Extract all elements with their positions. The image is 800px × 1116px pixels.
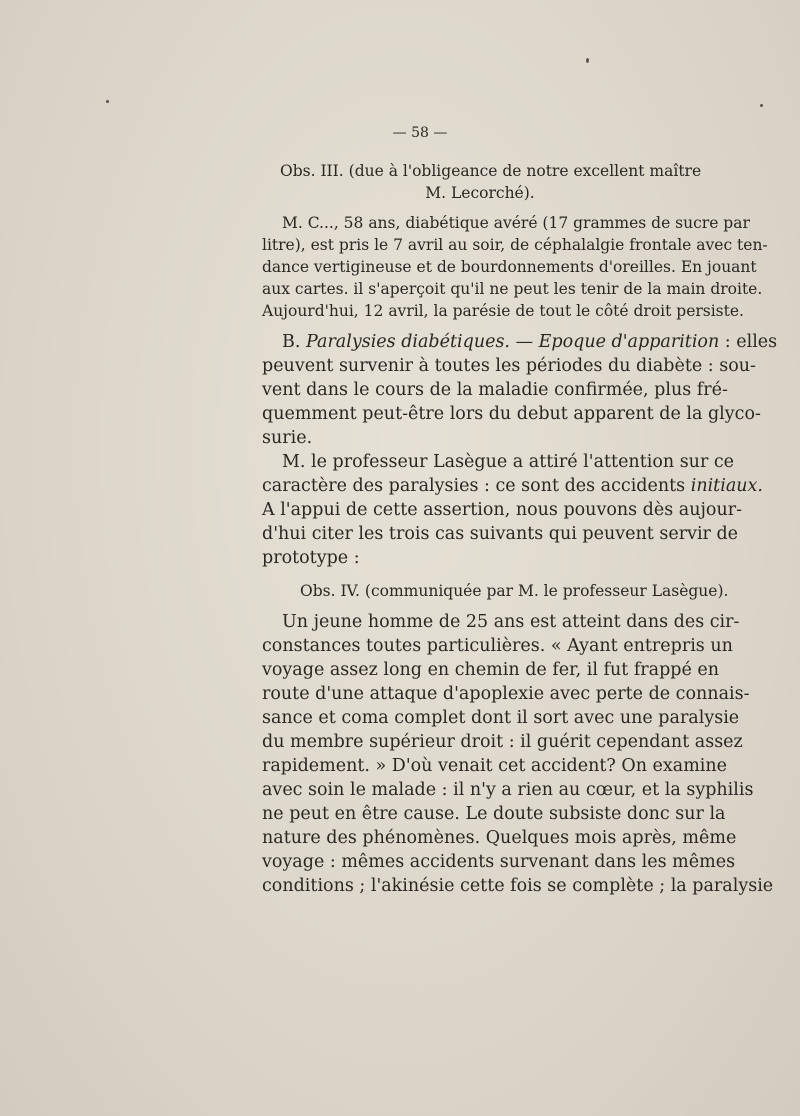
page-number: — 58 —	[392, 125, 448, 141]
obs4-line: voyage : mêmes accidents survenant dans les mêmes	[262, 852, 736, 872]
obs3-heading-line1: Obs. III. (due à l'obligeance de notre excellent maître	[280, 162, 702, 180]
section-b-subtitle: Epoque d'apparition	[538, 332, 720, 352]
obs4-line: rapidement. » D'où venait cet accident? On examine	[262, 756, 728, 776]
speck	[586, 58, 589, 63]
obs4-line: du membre supérieur droit : il guérit cependant assez	[262, 732, 743, 752]
section-b-line: vent dans le cours de la maladie confirmée, plus fré-	[262, 380, 728, 400]
section-b-p2-line: prototype :	[262, 548, 360, 568]
section-b-p2-line2	[262, 476, 763, 496]
section-b-line: surie.	[262, 428, 313, 448]
speck	[106, 100, 109, 103]
section-b-p2-lead: M. le professeur Lasègue a attiré l'attention sur ce	[282, 452, 735, 472]
obs4-line: nature des phénomènes. Quelques mois après, même	[262, 828, 737, 848]
section-b-p2-line2-start: caractère des paralysies : ce sont des accidents	[262, 476, 691, 496]
obs3-line: M. C..., 58 ans, diabétique avéré (17 grammes de sucre par	[282, 214, 750, 232]
section-b-p2-line: A l'appui de cette assertion, nous pouvons dès aujour-	[262, 500, 743, 520]
speck	[760, 104, 763, 107]
obs4-line: Un jeune homme de 25 ans est atteint dans des cir-	[282, 612, 740, 632]
obs3-line: litre), est pris le 7 avril au soir, de céphalalgie frontale avec ten-	[262, 236, 768, 254]
obs3-line: dance vertigineuse et de bourdonnements d'oreilles. En jouant	[262, 258, 757, 276]
obs3-heading-line2: M. Lecorché).	[425, 184, 535, 202]
section-b-p2-line: d'hui citer les trois cas suivants qui peuvent servir de	[262, 524, 739, 544]
obs4-line: voyage assez long en chemin de fer, il fut frappé en	[262, 660, 720, 680]
section-b-dash: —	[510, 332, 539, 352]
obs4-line: route d'une attaque d'apoplexie avec perte de connais-	[262, 684, 750, 704]
section-b-lead-rest: : elles	[719, 332, 778, 352]
obs4-line: avec soin le malade : il n'y a rien au cœur, et la syphilis	[262, 780, 754, 800]
obs4-line: constances toutes particulières. « Ayant entrepris un	[262, 636, 733, 656]
obs4-line: ne peut en être cause. Le doute subsiste donc sur la	[262, 804, 726, 824]
obs3-line: aux cartes. il s'aperçoit qu'il ne peut les tenir de la main droite.	[262, 280, 763, 298]
obs3-line: Aujourd'hui, 12 avril, la parésie de tout le côté droit persiste.	[262, 302, 744, 320]
section-b-line: peuvent survenir à toutes les périodes du diabète : sou-	[262, 356, 756, 376]
section-b-line: quemment peut-être lors du debut apparent de la glyco-	[262, 404, 761, 424]
section-b-label: B.	[282, 332, 301, 352]
obs4-line: sance et coma complet dont il sort avec une paralysie	[262, 708, 740, 728]
obs4-line: conditions ; l'akinésie cette fois se complète ; la paralysie	[262, 876, 774, 896]
obs4-heading: Obs. IV. (communiquée par M. le professeur Lasègue).	[300, 582, 729, 600]
section-b-lead	[282, 332, 778, 352]
section-b-title: Paralysies diabétiques.	[306, 332, 510, 352]
section-b-p2-initiaux: initiaux.	[690, 476, 763, 496]
